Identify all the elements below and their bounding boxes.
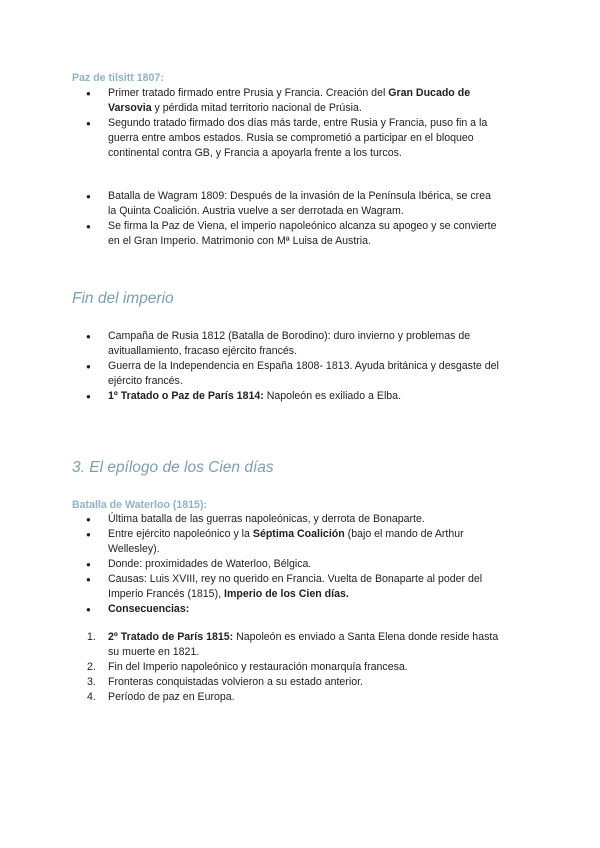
- numbered-list-consecuencias: [72, 630, 502, 705]
- list-item: ● Última batalla de las guerras napoleónicas, y derrota de Bonaparte.: [72, 512, 502, 527]
- numbered-item: 2. Fin del Imperio napoleónico y restauración monarquía francesa.: [87, 661, 408, 673]
- list-waterloo: [72, 512, 502, 617]
- list-item: ● Consecuencias:: [72, 602, 502, 617]
- list-tilsit: [72, 86, 502, 161]
- list-item: ● Se firma la Paz de Viena, el imperio napoleónico alcanza su apogeo y se convierte en el Gran Imperio. Matrimonio con Mª Luisa de Austria.: [72, 219, 502, 249]
- list-item: ● Causas: Luis XVIII, rey no querido en Francia. Vuelta de Bonaparte al poder del Imperio Francés (1815), Imperio de los Cien días.: [72, 572, 502, 602]
- list-item: ● Campaña de Rusia 1812 (Batalla de Borodino): duro invierno y problemas de avituallamiento, fracaso ejército francés.: [72, 329, 502, 359]
- list-item: ● Primer tratado firmado entre Prusia y Francia. Creación del Gran Ducado de Varsovia y pérdida mitad territorio nacional de Prúsia.: [72, 86, 502, 116]
- list-fin-imperio: [72, 329, 502, 404]
- list-item: ● Entre ejército napoleónico y la Séptima Coalición (bajo el mando de Arthur Wellesley).: [72, 527, 502, 557]
- list-item: ● Batalla de Wagram 1809: Después de la invasión de la Península Ibérica, se crea la Quinta Coalición. Austria vuelve a ser derrotada en Wagram.: [72, 189, 502, 219]
- heading-fin-imperio: Fin del imperio: [72, 290, 174, 307]
- numbered-item: 1. 2º Tratado de París 1815: Napoleón es enviado a Santa Elena donde reside hasta su muerte en 1821.: [87, 631, 499, 658]
- numbered-item: 3. Fronteras conquistadas volvieron a su estado anterior.: [87, 676, 363, 688]
- list-item: ● Guerra de la Independencia en España 1808- 1813. Ayuda británica y desgaste del ejército francés.: [72, 359, 502, 389]
- subtitle-waterloo: Batalla de Waterloo (1815):: [72, 499, 208, 511]
- numbered-item: 4. Período de paz en Europa.: [87, 691, 235, 703]
- list-item: ● Segundo tratado firmado dos días más tarde, entre Rusia y Francia, puso fin a la guerra entre ambos estados. Rusia se comprometió a participar en el bloqueo continental contra GB, y Francia a apoyarla frente a los turcos.: [72, 116, 502, 161]
- heading-cien-dias: 3. El epílogo de los Cien días: [72, 459, 274, 476]
- list-item: ● Donde: proximidades de Waterloo, Bélgica.: [72, 557, 502, 572]
- subtitle-tilsit: Paz de tilsitt 1807:: [72, 72, 164, 84]
- list-item: ● 1º Tratado o Paz de París 1814: Napoleón es exiliado a Elba.: [72, 389, 502, 404]
- list-wagram: [72, 189, 502, 249]
